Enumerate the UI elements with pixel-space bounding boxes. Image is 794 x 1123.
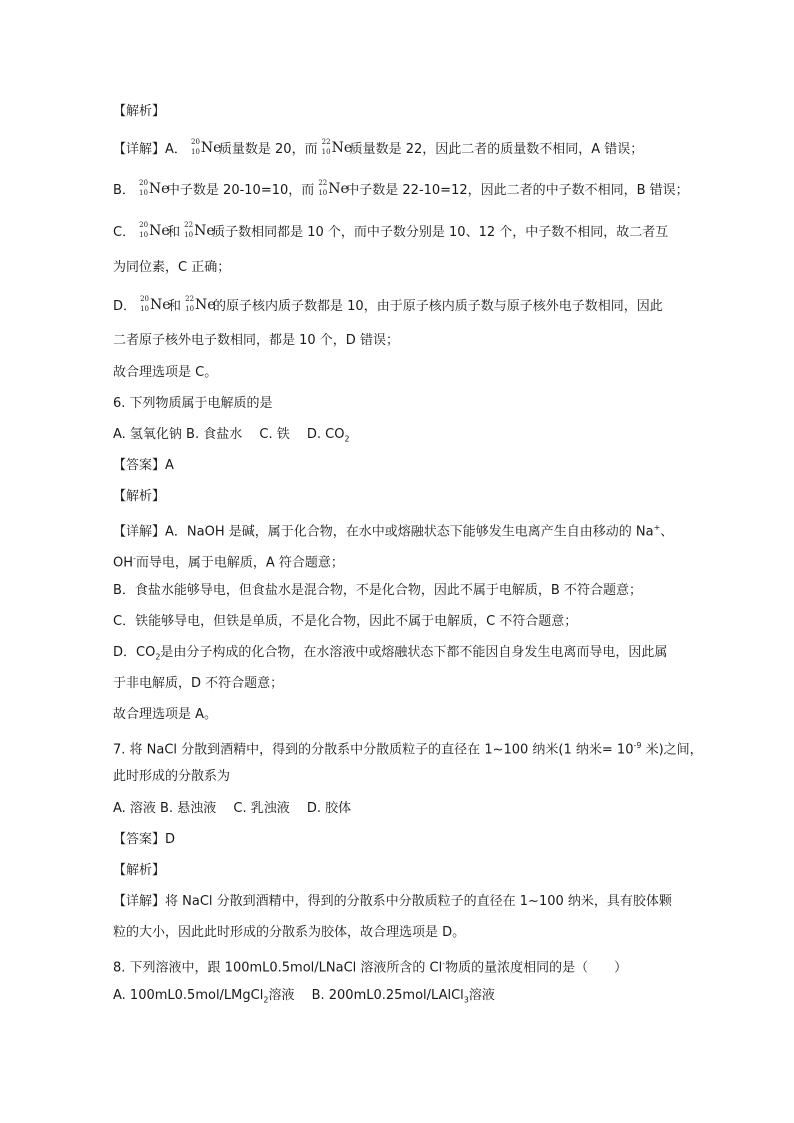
analysis-heading: 【解析】 xyxy=(113,863,166,878)
conclusion-6: 故合理选项是 A。 xyxy=(113,707,218,722)
detail-6b: B．食盐水能够导电，但食盐水是混合物，不是化合物，因此不属于电解质，B 不符合题意； xyxy=(113,583,642,598)
detail-6d-cont: 于非电解质，D 不符合题意； xyxy=(113,676,284,691)
ne20-isotope: 20 10 Ne xyxy=(139,221,170,239)
ne20-isotope: 20 10 Ne xyxy=(190,138,222,156)
ne22-isotope: 22 10 Ne xyxy=(184,221,215,239)
detail-5d-cont: 二者原子核外电子数相同，都是 10 个，D 错误； xyxy=(113,333,399,348)
question-7-cont: 此时形成的分散系为 xyxy=(113,769,231,784)
detail-5a: 【详解】A． 20 10 Ne 质量数是 20，而 22 10 Ne 质量数是 22，因此二者的质量数不相同，A 错误； xyxy=(113,138,644,157)
analysis-heading: 【解析】 xyxy=(113,489,166,504)
question-8-options: A. 100mL0.5mol/LMgCl$_2$溶液 B. 200mL0.25mol/LAlCl$_3$溶液 xyxy=(113,988,495,1005)
question-7-options: A. 溶液 B. 悬浊液 C. 乳浊液 D. 胶体 xyxy=(113,801,352,816)
detail-6d: D．$CO_2$是由分子构成的化合物，在水溶液中或熔融状态下都不能因自身发生电离而导电，因此属 xyxy=(113,645,668,662)
answer-6: 【答案】A xyxy=(113,458,174,473)
detail-5d: D． 20 10 Ne 和 22 10 Ne 的原子核内质子数都是 10，由于原子核内质子数与原子核外电子数相同，因此 xyxy=(113,295,663,314)
ne22-isotope: 22 10 Ne xyxy=(318,179,349,197)
question-8: 8. 下列溶液中，跟 100mL0.5mol/LNaCl 溶液所含的 Cl-物质的量浓度相同的是（ ） xyxy=(113,959,628,976)
question-7: 7. 将 NaCl 分散到酒精中，得到的分散系中分散质粒子的直径在 1~100 纳米(1 纳米= $10^{-9}$ 米)之间， xyxy=(113,741,703,758)
detail-6c: C．铁能够导电，但铁是单质，不是化合物，因此不属于电解质，C 不符合题意； xyxy=(113,614,578,629)
question-6-options: A. 氢氧化钠 B. 食盐水 C. 铁 D. $CO_2$ xyxy=(113,427,350,444)
ne20-isotope: 20 10 Ne xyxy=(140,295,171,313)
detail-5b: B． 20 10 Ne 中子数是 20-10=10，而 22 10 Ne 中子数是 22-10=12，因此二者的中子数不相同，B 错误； xyxy=(113,179,689,198)
ne22-isotope: 22 10 Ne xyxy=(185,295,216,313)
detail-7: 【详解】将 NaCl 分散到酒精中，得到的分散系中分散质粒子的直径在 1~100 纳米，具有胶体颗 xyxy=(113,894,672,909)
answer-7: 【答案】D xyxy=(113,832,176,847)
conclusion-5: 故合理选项是 C。 xyxy=(113,365,218,380)
detail-6a: 【详解】A．NaOH 是碱，属于化合物，在水中或熔融状态下能够发生电离产生自由移动的 Na+、 xyxy=(113,523,674,540)
question-6: 6. 下列物质属于电解质的是 xyxy=(113,396,273,411)
analysis-heading: 【解析】 xyxy=(113,104,166,119)
detail-5c-cont: 为同位素，C 正确； xyxy=(113,260,231,275)
ne22-isotope: 22 10 Ne xyxy=(321,138,353,156)
detail-6a-cont: OH-而导电，属于电解质，A 符合题意； xyxy=(113,554,344,571)
detail-5c: C． 20 10 Ne 和 22 10 Ne 质子数相同都是 10 个，而中子数分别是 10、12 个，中子数不相同，故二者互 xyxy=(113,221,669,240)
detail-7-cont: 粒的大小，因此此时形成的分散系为胶体，故合理选项是 D。 xyxy=(113,925,466,940)
ne20-isotope: 20 10 Ne xyxy=(139,179,170,197)
